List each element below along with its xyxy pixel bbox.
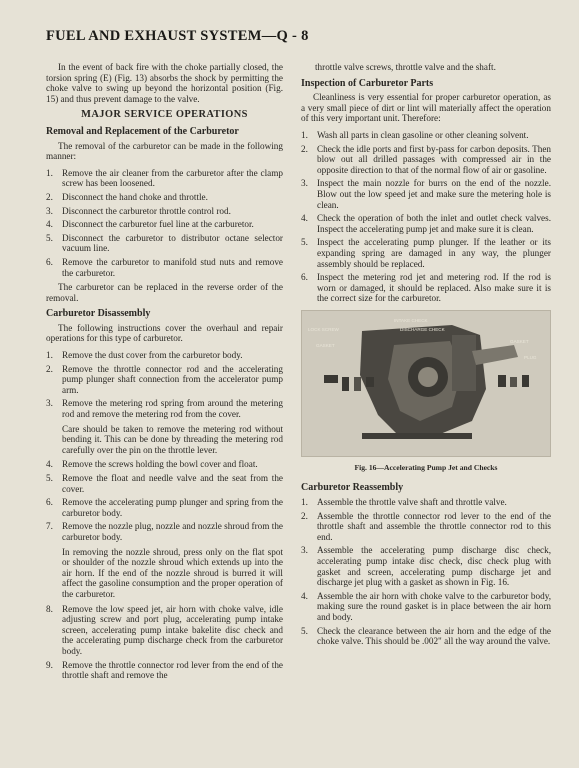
figure-caption: Fig. 16—Accelerating Pump Jet and Checks: [354, 462, 498, 472]
carburetor-photo: [301, 310, 551, 457]
list-item: [46, 497, 283, 518]
item-number: 6.: [46, 497, 53, 508]
inspection-steps-list: [301, 130, 551, 304]
label-gasket-left: GASKET: [316, 342, 335, 348]
list-item: [46, 168, 283, 189]
item-text: Assemble the accelerating pump discharge disc check, accelerating pump intake disc check, disc check plug with gasket and screen, accelerating pump discharge jet and discharge jet plug with a gasket as shown in Fig. 16.: [317, 545, 551, 588]
label-intake-check: INTAKE CHECK: [394, 317, 428, 323]
item-number: 4.: [46, 219, 53, 230]
item-number: 3.: [301, 545, 308, 556]
label-lock-screw: LOCK SCREW: [308, 326, 339, 332]
reassembly-steps-list: [301, 497, 551, 647]
item-number: 6.: [46, 256, 53, 267]
list-item: [46, 364, 283, 396]
disassembly-steps-list-b: [46, 459, 283, 542]
item-number: 1.: [301, 497, 308, 508]
continuation-paragraph: throttle valve screws, throttle valve and the shaft.: [315, 62, 496, 72]
item-number: 5.: [46, 473, 53, 483]
item-text: Disconnect the carburetor throttle control rod.: [62, 205, 231, 216]
item-text: Remove the float and needle valve and the seat from the cover.: [62, 473, 283, 494]
item-number: 7.: [46, 521, 53, 532]
item-text: Remove the carburetor to manifold stud nuts and remove the carburetor.: [62, 256, 283, 278]
item-text: Inspect the accelerating pump plunger. If the leather or its expanding spring are damaged in any way, the plunger assembly should be replaced.: [317, 237, 551, 269]
item-number: 1.: [301, 129, 308, 140]
list-item: [46, 233, 283, 254]
list-item: [46, 521, 283, 542]
list-item: [301, 626, 551, 647]
list-item: [301, 130, 551, 141]
intro-paragraph: In the event of back fire with the choke partially closed, the torsion spring (E) (Fig. 13) absorbs the shock by permitting the choke valve to swing up beyond the horizontal position (Fig. 15) and thus prevent damage to the valve.: [46, 62, 283, 104]
removal-note: The carburetor can be replaced in the reverse order of the removal.: [46, 282, 283, 303]
item-text: Remove the throttle connector rod lever from the end of the throttle shaft and remove the: [62, 659, 283, 681]
list-item: [301, 237, 551, 269]
major-service-heading: MAJOR SERVICE OPERATIONS: [81, 109, 248, 121]
item-text: Disconnect the carburetor to distributor octane selector vacuum line.: [62, 232, 283, 254]
left-column: [46, 62, 283, 685]
item-number: 1.: [46, 350, 53, 361]
item-number: 9.: [46, 659, 53, 670]
item-text: Inspect the metering rod jet and metering rod. If the rod is worn or damaged, it should be replaced. Also make sure it is the correct size for the carburetor.: [317, 272, 551, 304]
item-text: Assemble the air horn with choke valve to the carburetor body, making sure the round gasket is in place between the air horn and body.: [317, 590, 551, 622]
disassembly-note-7: In removing the nozzle shroud, press only on the flat spot or shoulder of the nozzle shroud which extends up into the air horn. If the end of the nozzle shroud is burred it will affect the gasoline consumption and the proper operation of the carburetor.: [62, 546, 283, 599]
item-text: Disconnect the hand choke and throttle.: [62, 191, 208, 202]
list-item: [46, 350, 283, 361]
disassembly-intro: The following instructions cover the overhaul and repair operations for this type of carburetor.: [46, 322, 283, 344]
removal-steps-list: [46, 168, 283, 278]
item-text: Remove the dust cover from the carburetor body.: [62, 350, 243, 361]
item-number: 3.: [46, 205, 53, 216]
list-item: [46, 192, 283, 203]
item-number: 1.: [46, 167, 53, 178]
list-item: [301, 213, 551, 234]
list-item: [46, 660, 283, 681]
item-text: Assemble the throttle valve shaft and throttle valve.: [317, 497, 507, 508]
item-number: 2.: [301, 510, 308, 521]
item-number: 5.: [301, 625, 308, 636]
item-text: Remove the metering rod spring from around the metering rod and remove the metering rod from the cover.: [62, 398, 283, 420]
list-item: [46, 219, 283, 230]
carburetor-illustration: [302, 311, 550, 456]
list-item: [301, 272, 551, 304]
disassembly-note-3: Care should be taken to remove the metering rod without bending it. This can be done by threading the metering rod carefully over the pin on the throttle lever.: [62, 423, 283, 455]
reassembly-heading: Carburetor Reassembly: [301, 482, 404, 494]
item-text: Check the idle ports and first by-pass for carbon deposits. Then blow out all drilled passages with compressed air in the opposite direction to that of the normal flow of air or gasoline.: [317, 143, 551, 175]
item-number: 2.: [301, 143, 308, 154]
page-header: FUEL AND EXHAUST SYSTEM—Q - 8: [46, 28, 309, 44]
list-item: [301, 144, 551, 176]
item-text: Inspect the main nozzle for burrs on the end of the nozzle. Blow out the low speed jet and make sure the metering hole is clean.: [317, 178, 551, 210]
item-text: Remove the throttle connector rod and the accelerating pump plunger shaft connection from the accelerator pump arm.: [62, 363, 283, 395]
item-number: 6.: [301, 272, 308, 283]
list-item: [301, 497, 551, 508]
disassembly-steps-list-c: [46, 604, 283, 681]
item-number: 8.: [46, 603, 53, 614]
list-item: [46, 459, 283, 470]
list-item: [46, 398, 283, 419]
item-text: Disconnect the carburetor fuel line at the carburetor.: [62, 219, 254, 230]
item-text: Assemble the throttle connector rod lever to the end of the throttle shaft and assemble the throttle connector rod to this end.: [317, 510, 551, 542]
item-number: 3.: [46, 398, 53, 409]
item-text: Remove the nozzle plug, nozzle and nozzle shroud from the carburetor body.: [62, 521, 283, 542]
label-plug: PLUG: [524, 354, 537, 360]
label-discharge-check: DISCHARGE CHECK: [400, 326, 445, 332]
item-number: 4.: [46, 459, 53, 470]
disassembly-steps-list-a: [46, 350, 283, 420]
item-number: 4.: [301, 590, 308, 601]
removal-heading: Removal and Replacement of the Carburetor: [46, 125, 239, 137]
list-item: [46, 257, 283, 278]
list-item: [301, 178, 551, 210]
item-text: Remove the low speed jet, air horn with choke valve, idle adjusting screw and port plug, accelerating pump intake screen, accelerating pump intake bakelite disc check and the accelerating pump discharge check from the carburetor body.: [62, 603, 283, 656]
inspection-intro: Cleanliness is very essential for proper carburetor operation, as a very small piece of dirt or lint will materially affect the operation of this very important unit. Therefore:: [301, 92, 551, 124]
inspection-heading: Inspection of Carburetor Parts: [301, 77, 434, 89]
item-text: Check the operation of both the inlet and outlet check valves. Inspect the accelerating pump jet and make sure it is clean.: [317, 213, 551, 234]
list-item: [301, 545, 551, 587]
disassembly-heading: Carburetor Disassembly: [46, 308, 151, 320]
item-number: 5.: [301, 237, 308, 248]
list-item: [46, 473, 283, 494]
item-number: 2.: [46, 191, 53, 202]
right-column: [301, 62, 551, 685]
item-text: Wash all parts in clean gasoline or other cleaning solvent.: [317, 129, 529, 140]
item-number: 5.: [46, 232, 53, 243]
item-text: Remove the air cleaner from the carburetor after the clamp screw has been loosened.: [62, 167, 283, 189]
item-number: 4.: [301, 213, 308, 224]
item-number: 2.: [46, 363, 53, 374]
item-text: Remove the accelerating pump plunger and spring from the carburetor body.: [62, 497, 283, 518]
item-number: 3.: [301, 178, 308, 189]
label-gasket-right: GASKET: [510, 338, 529, 344]
list-item: [301, 511, 551, 543]
list-item: [301, 591, 551, 623]
list-item: [46, 604, 283, 657]
list-item: [46, 206, 283, 217]
removal-intro: The removal of the carburetor can be made in the following manner:: [46, 140, 283, 162]
item-text: Remove the screws holding the bowl cover and float.: [62, 459, 258, 470]
two-column-body: [46, 62, 551, 685]
item-text: Check the clearance between the air horn and the edge of the choke valve. This should be .002" all the way around the valve.: [317, 625, 551, 647]
